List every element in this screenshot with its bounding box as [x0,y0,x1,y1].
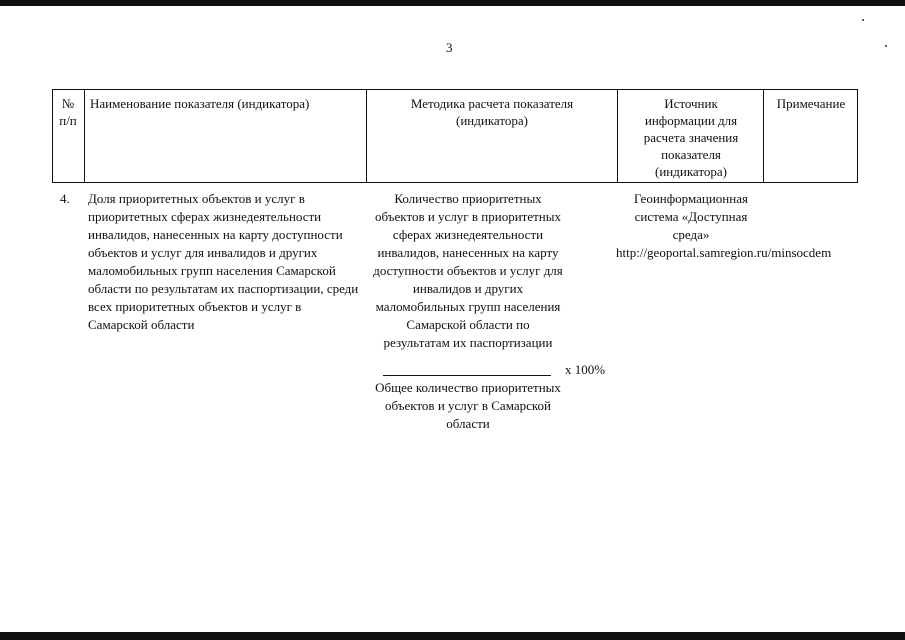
header-note: Примечание [776,96,846,111]
header-source: Источник информации для расчета значения показателя (индикатора) [643,96,739,179]
method-numerator: Количество приоритетных объектов и услуг в приоритетных сферах жизнедеятельности инвалидов, нанесенных на карту доступности объектов и услуг для инвалидов и других маломобильных групп населения Самарской области по результатам их паспортизации [373,191,563,350]
row-number: 4. [60,191,70,206]
method-denominator: Общее количество приоритетных объектов и услуг в Самарской области [375,380,561,431]
column-divider [366,89,367,183]
column-divider [763,89,764,183]
scan-top-edge [0,0,905,6]
fraction-line [383,375,551,376]
scan-speck [862,19,864,21]
method-multiplier: x 100% [565,362,606,377]
data-source: Геоинформационная система «Доступная среда» http://geoportal.samregion.ru/minsocdem [616,191,832,260]
scan-bottom-edge [0,632,905,640]
column-divider [617,89,618,183]
column-divider [84,89,85,183]
header-num: № п/п [59,96,77,128]
page-number: 3 [446,40,453,55]
indicator-name: Доля приоритетных объектов и услуг в приоритетных сферах жизнедеятельности инвалидов, нанесенных на карту доступности объектов и услуг для инвалидов и других маломобильных групп населения Самарской области по результатам их паспортизации, среди всех приоритетных объектов и услуг в Самарской области [88,191,359,332]
header-method: Методика расчета показателя (индикатора) [410,96,574,128]
scan-speck [885,45,887,47]
header-name: Наименование показателя (индикатора) [90,96,310,111]
